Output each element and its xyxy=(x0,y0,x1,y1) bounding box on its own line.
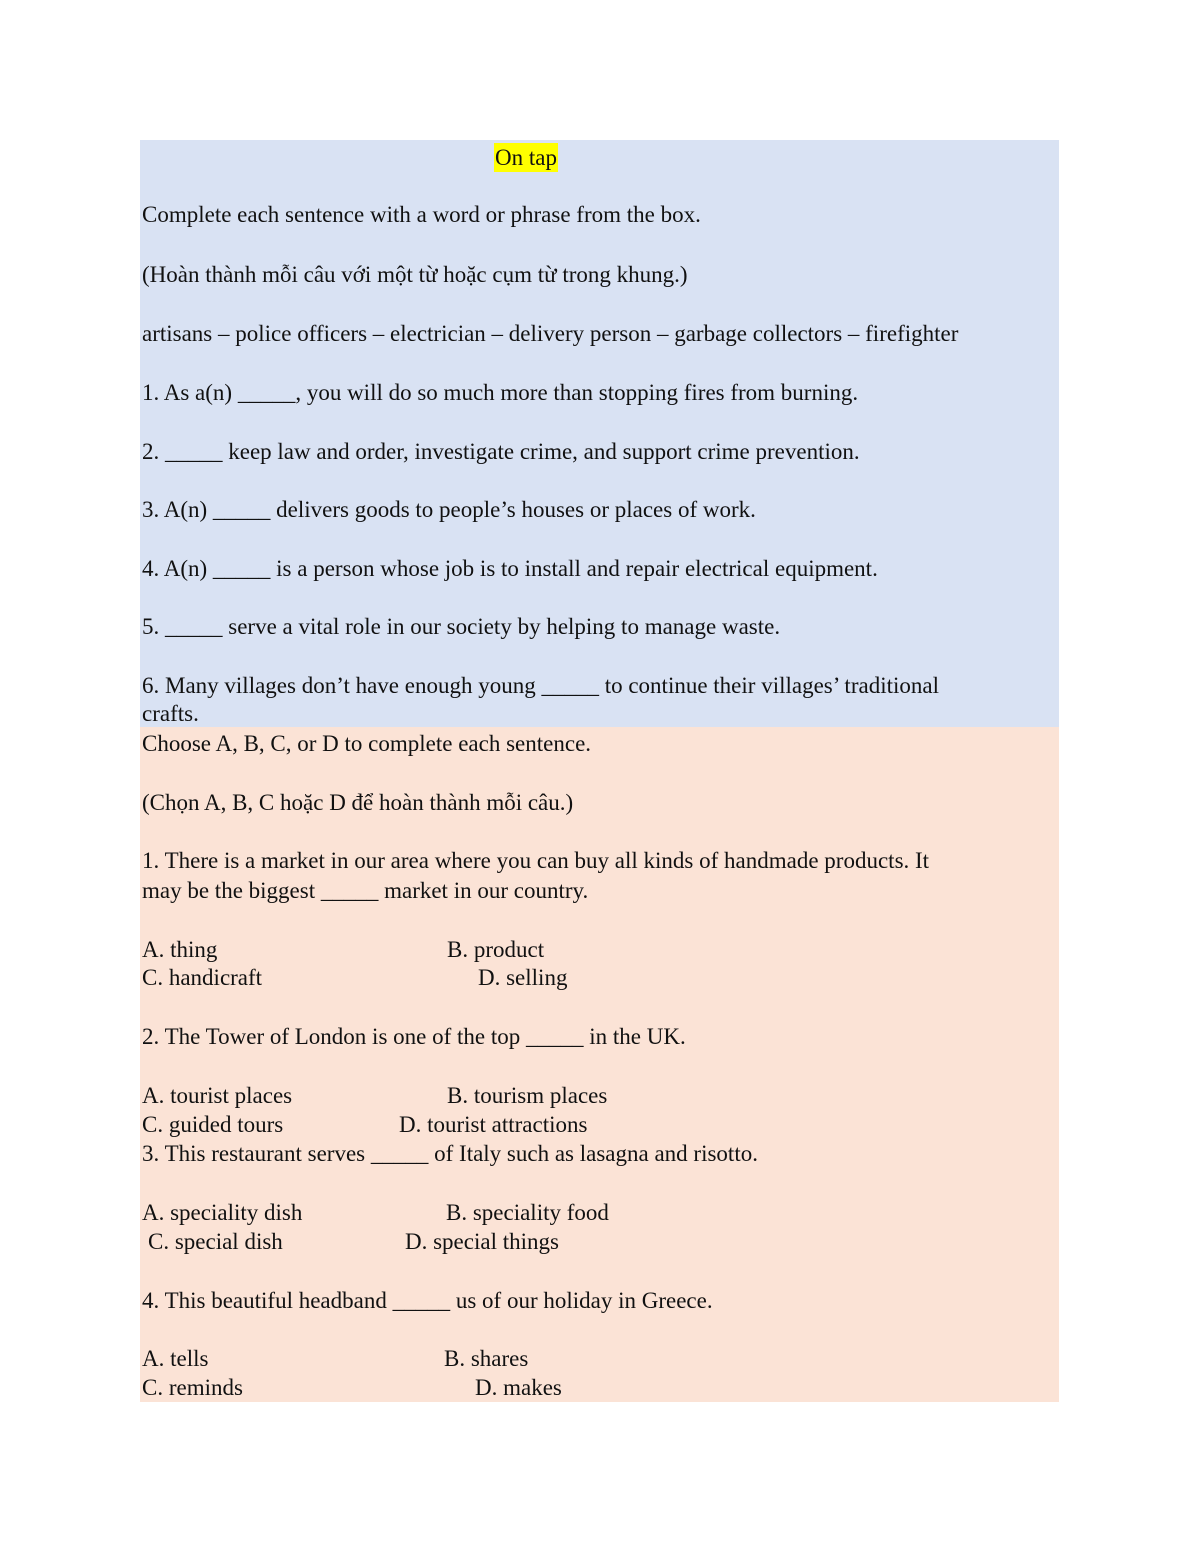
option-d: D. tourist attractions xyxy=(399,1112,588,1137)
option-b: B. product xyxy=(447,937,545,962)
list-item: 5. _____ serve a vital role in our society by helping to manage waste. xyxy=(142,614,781,639)
option-c: C. guided tours xyxy=(142,1112,284,1137)
multiple-choice-section xyxy=(140,727,1059,1402)
document-title: On tap xyxy=(495,145,557,170)
list-item: 4. A(n) _____ is a person whose job is to install and repair electrical equipment. xyxy=(142,556,878,581)
list-item: 6. Many villages don’t have enough young _____ to continue their villages’ traditional xyxy=(142,673,939,698)
option-a: A. thing xyxy=(142,937,218,962)
option-c: C. handicraft xyxy=(142,965,263,990)
option-a: A. tourist places xyxy=(142,1083,293,1108)
instruction-vi: (Chọn A, B, C hoặc D để hoàn thành mỗi câu.) xyxy=(142,790,574,815)
list-item: 2. _____ keep law and order, investigate crime, and support crime prevention. xyxy=(142,439,860,464)
list-item: 3. A(n) _____ delivers goods to people’s houses or places of work. xyxy=(142,497,756,522)
question: 2. The Tower of London is one of the top _____ in the UK. xyxy=(142,1024,686,1049)
instruction: Complete each sentence with a word or phrase from the box. xyxy=(142,202,701,227)
option-b: B. speciality food xyxy=(446,1200,609,1225)
list-item: 1. As a(n) _____, you will do so much more than stopping fires from burning. xyxy=(142,380,859,405)
list-item-continued: crafts. xyxy=(142,701,199,726)
option-c: C. reminds xyxy=(142,1375,243,1400)
question: 3. This restaurant serves _____ of Italy such as lasagna and risotto. xyxy=(142,1141,758,1166)
question: 1. There is a market in our area where you can buy all kinds of handmade products. It xyxy=(142,848,930,873)
word-box: artisans – police officers – electrician – delivery person – garbage collectors – firefighter xyxy=(142,321,959,346)
instruction-vi: (Hoàn thành mỗi câu với một từ hoặc cụm từ trong khung.) xyxy=(142,262,688,287)
question-continued: may be the biggest _____ market in our country. xyxy=(142,878,589,903)
option-b: B. shares xyxy=(444,1346,529,1371)
instruction: Choose A, B, C, or D to complete each sentence. xyxy=(142,731,592,756)
option-c: C. special dish xyxy=(148,1229,283,1254)
option-a: A. speciality dish xyxy=(142,1200,303,1225)
option-a: A. tells xyxy=(142,1346,209,1371)
option-b: B. tourism places xyxy=(447,1083,608,1108)
option-d: D. makes xyxy=(475,1375,562,1400)
fill-in-section xyxy=(140,140,1059,727)
question: 4. This beautiful headband _____ us of our holiday in Greece. xyxy=(142,1288,713,1313)
option-d: D. special things xyxy=(405,1229,559,1254)
option-d: D. selling xyxy=(478,965,568,990)
